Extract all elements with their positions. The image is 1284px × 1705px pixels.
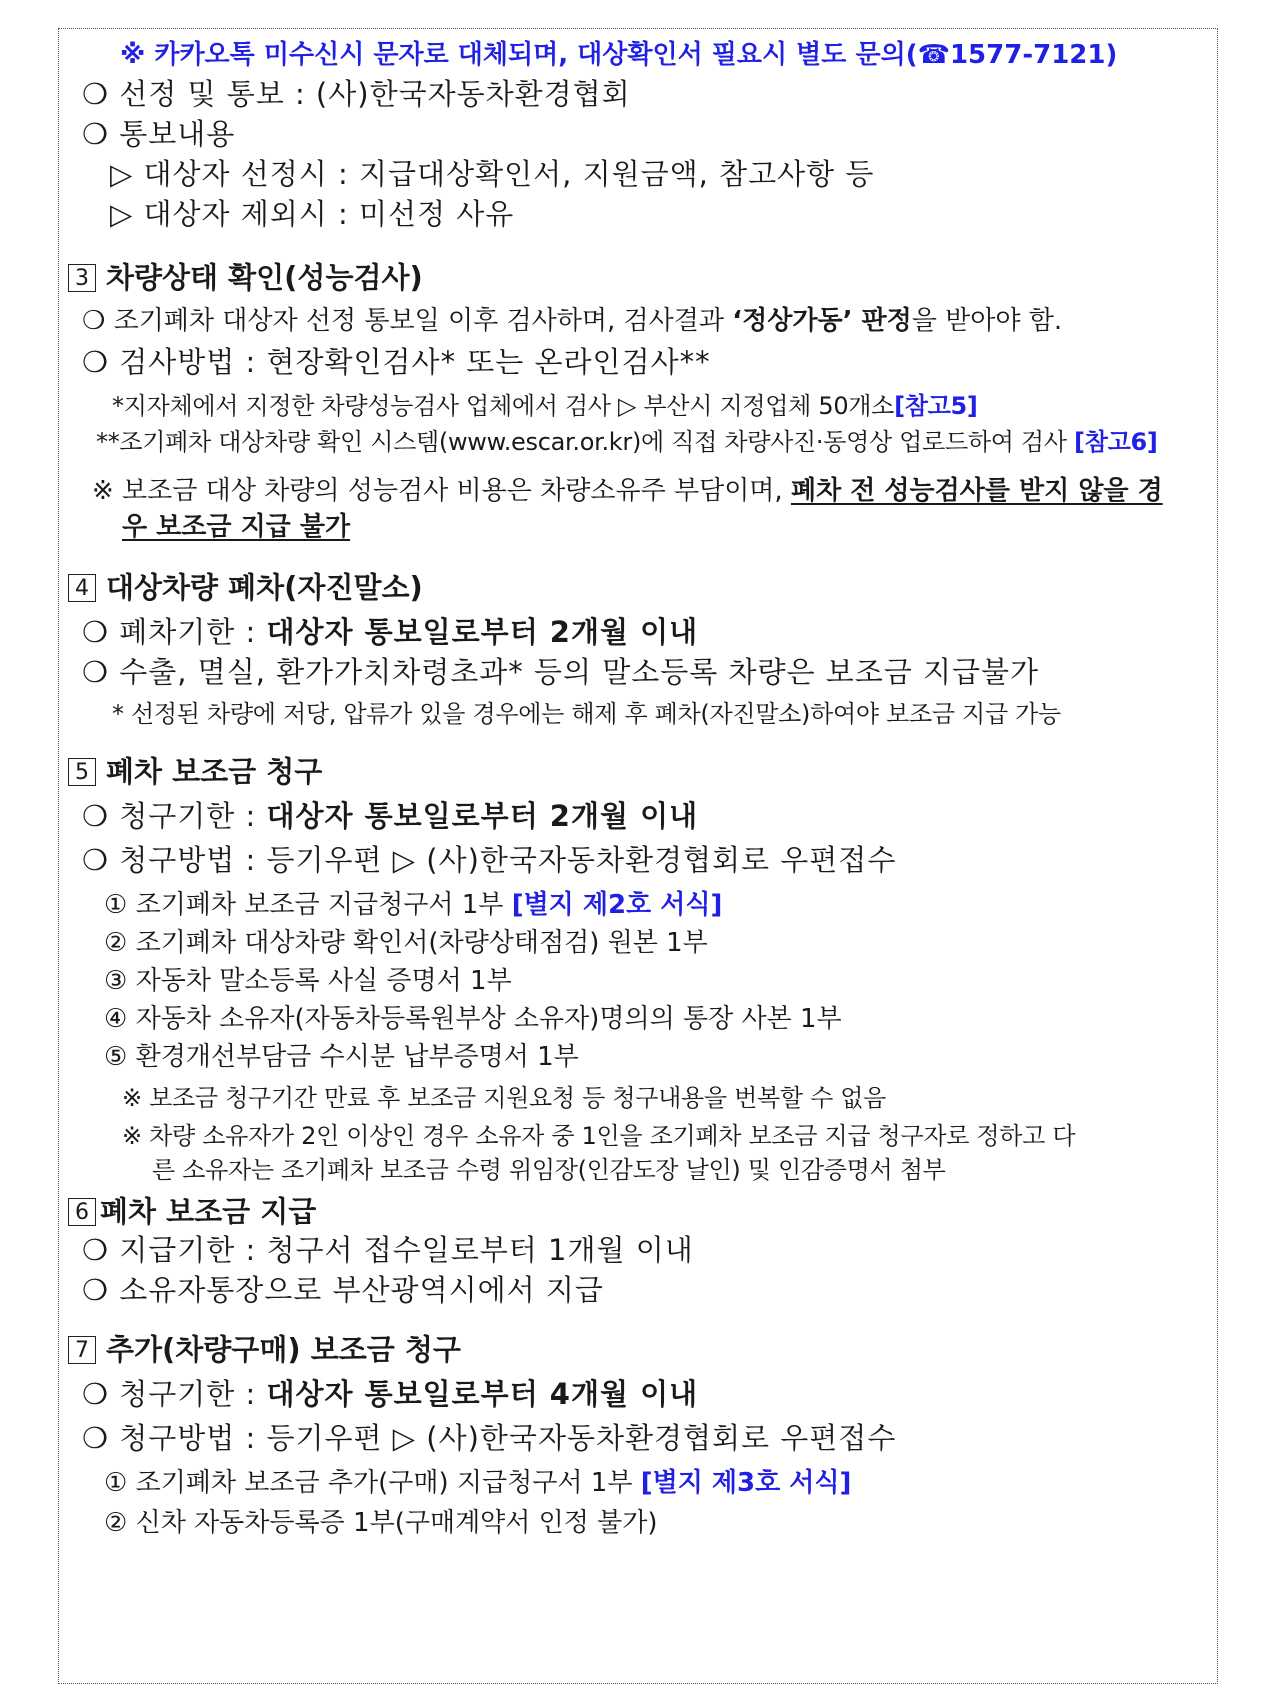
notice-selected: ▷ 대상자 선정시 : 지급대상확인서, 지원금액, 참고사항 등	[110, 157, 875, 191]
section-4-heading	[68, 572, 423, 603]
notice-content: ❍ 통보내용	[82, 117, 236, 151]
payment-deadline: ❍ 지급기한 : 청구서 접수일로부터 1개월 이내	[82, 1233, 694, 1267]
inspection-cost-note: ※ 보조금 대상 차량의 성능검사 비용은 차량소유주 부담이며, 폐차 전 성능검사를 받지 않을 경	[92, 476, 1163, 506]
section-6-title: 폐차 보조금 지급	[100, 1194, 317, 1229]
section-5-title: 폐차 보조금 청구	[106, 754, 323, 789]
section-6-heading	[68, 1196, 316, 1227]
doc-item: ④ 자동차 소유자(자동차등록원부상 소유자)명의의 통장 사본 1부	[104, 1004, 842, 1034]
extra-claim-method: ❍ 청구방법 : 등기우편 ▷ (사)한국자동차환경협회로 우편접수	[82, 1421, 897, 1455]
section-6-number: 6	[68, 1198, 96, 1226]
doc-item: ② 조기폐차 대상차량 확인서(차량상태점검) 원본 1부	[104, 928, 708, 958]
section-7-heading	[68, 1334, 461, 1365]
extra-doc-item: ② 신차 자동차등록증 1부(구매계약서 인정 불가)	[104, 1508, 658, 1538]
scrap-ineligible: ❍ 수출, 멸실, 환가가치차령초과* 등의 말소등록 차량은 보조금 지급불가	[82, 655, 1040, 689]
claim-method: ❍ 청구방법 : 등기우편 ▷ (사)한국자동차환경협회로 우편접수	[82, 843, 897, 877]
section-3-title: 차량상태 확인(성능검사)	[106, 260, 423, 295]
scrap-deadline: ❍ 폐차기한 : 대상자 통보일로부터 2개월 이내	[82, 615, 699, 649]
inspection-cost-note-cont: 우 보조금 지급 불가	[122, 512, 351, 542]
claim-note-2: ※ 차량 소유자가 2인 이상인 경우 소유자 중 1인을 조기폐차 보조금 지급 청구자로 정하고 다	[122, 1122, 1076, 1150]
doc-item: ⑤ 환경개선부담금 수시분 납부증명서 1부	[104, 1042, 579, 1072]
section-4-number: 4	[68, 574, 96, 602]
inspection-timing: ❍ 조기폐차 대상자 선정 통보일 이후 검사하며, 검사결과 ‘정상가동’ 판정을 받아야 함.	[82, 306, 1063, 336]
doc-item: ③ 자동차 말소등록 사실 증명서 1부	[104, 966, 512, 996]
payment-account: ❍ 소유자통장으로 부산광역시에서 지급	[82, 1273, 604, 1307]
claim-note-2-cont: 른 소유자는 조기폐차 보조금 수령 위임장(인감도장 날인) 및 인감증명서 첨부	[152, 1156, 946, 1184]
section-7-number: 7	[68, 1336, 96, 1364]
extra-claim-deadline: ❍ 청구기한 : 대상자 통보일로부터 4개월 이내	[82, 1377, 699, 1411]
claim-deadline: ❍ 청구기한 : 대상자 통보일로부터 2개월 이내	[82, 799, 699, 833]
inspection-method: ❍ 검사방법 : 현장확인검사* 또는 온라인검사**	[82, 345, 711, 379]
section-3-heading	[68, 262, 423, 293]
section-5-heading	[68, 756, 322, 787]
footnote-lien: * 선정된 차량에 저당, 압류가 있을 경우에는 해제 후 폐차(자진말소)하여야 보조금 지급 가능	[112, 700, 1061, 728]
claim-note-1: ※ 보조금 청구기간 만료 후 보조금 지원요청 등 청구내용을 번복할 수 없음	[122, 1084, 887, 1112]
kakao-notice: ※ 카카오톡 미수신시 문자로 대체되며, 대상확인서 필요시 별도 문의(☎1577-7121)	[120, 40, 1118, 70]
footnote-onsite: *지자체에서 지정한 차량성능검사 업체에서 검사 ▷ 부산시 지정업체 50개소[참고5]	[112, 392, 978, 420]
doc-item: ① 조기폐차 보조금 지급청구서 1부 [별지 제2호 서식]	[104, 890, 723, 920]
notice-excluded: ▷ 대상자 제외시 : 미선정 사유	[110, 197, 515, 231]
section-5-number: 5	[68, 758, 96, 786]
section-7-title: 추가(차량구매) 보조금 청구	[106, 1332, 461, 1367]
section-4-title: 대상차량 폐차(자진말소)	[106, 570, 423, 605]
extra-doc-item: ① 조기폐차 보조금 추가(구매) 지급청구서 1부 [별지 제3호 서식]	[104, 1468, 852, 1498]
selection-notifier: ❍ 선정 및 통보 : (사)한국자동차환경협회	[82, 77, 631, 111]
section-3-number: 3	[68, 264, 96, 292]
footnote-online: **조기폐차 대상차량 확인 시스템(www.escar.or.kr)에 직접 차량사진·동영상 업로드하여 검사 [참고6]	[96, 428, 1158, 456]
